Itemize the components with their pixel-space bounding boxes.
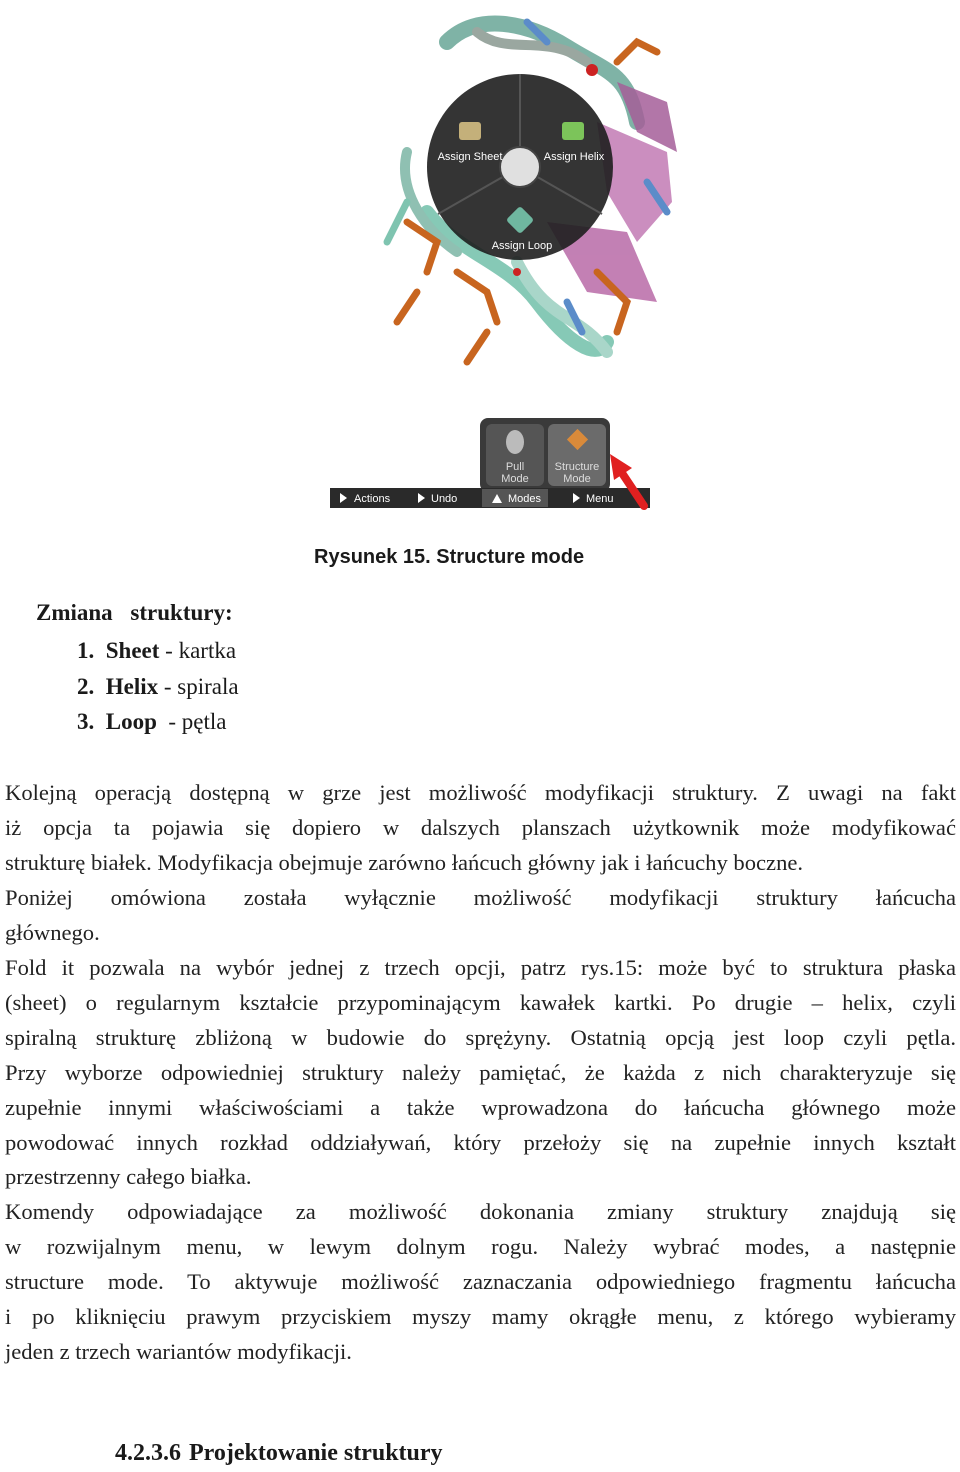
list-item-term: Loop	[105, 709, 157, 734]
text-line: (sheet) o regularnym kształcie przypominającym kawałek kartki. Po drugie – helix, czyli	[5, 989, 956, 1015]
list-item	[77, 707, 239, 743]
text-line: zupełnie innymi właściwościami a także wprowadzona do łańcucha głównego może	[5, 1094, 956, 1120]
text-line: spiralną strukturę zbliżoną w budowie do sprężyny. Ostatnią opcją jest loop czyli pętla.	[5, 1024, 956, 1050]
section-title: Projektowanie struktury	[189, 1440, 443, 1466]
text-line: i po kliknięciu prawym przyciskiem myszy mamy okrągłe menu, z którego wybieramy	[5, 1303, 956, 1329]
text-line: iż opcja ta pojawia się dopiero w dalszych planszach użytkownik może modyfikować	[5, 814, 956, 840]
text-line: w rozwijalnym menu, w lewym dolnym rogu. Należy wybrać modes, a następnie	[5, 1233, 956, 1259]
list-item-num: 3.	[77, 709, 95, 734]
toolbar-modes[interactable]	[482, 489, 548, 507]
paragraph-commands	[5, 1195, 956, 1370]
list-item-desc: - pętla	[156, 709, 227, 734]
modes-menu-figure	[330, 388, 650, 510]
list-item-desc: - kartka	[159, 638, 237, 663]
sheet-icon	[459, 122, 481, 140]
text-line: strukturę białek. Modyfikacja obejmuje zarówno łańcuch główny jak i łańcuchy boczne.	[5, 849, 804, 875]
list-item-desc: - spirala	[158, 673, 239, 699]
list-item	[77, 672, 239, 708]
list-item-num: 2.	[77, 673, 95, 699]
structure-list	[77, 636, 239, 743]
toolbar-label: Actions	[354, 493, 391, 505]
text-line: powodować innych rozkład oddziaływań, który przełoży się na zupełnie innych kształt	[5, 1129, 956, 1155]
text-line: Fold it pozwala na wybór jednej z trzech opcji, patrz rys.15: może być to struktura płaska	[5, 955, 956, 980]
text-line: Kolejną operacją dostępną w grze jest możliwość modyfikacji struktury. Z uwagi na fakt	[5, 780, 956, 805]
radial-option-label: Assign Loop	[491, 240, 553, 252]
list-item-term: Helix	[105, 673, 159, 699]
structure-mode-button[interactable]	[548, 424, 606, 486]
text-line: structure mode. To aktywuje możliwość zaznaczania odpowiedniego fragmentu łańcucha	[5, 1268, 956, 1294]
protein-structure-figure	[367, 2, 691, 388]
list-item-term: Sheet	[105, 638, 160, 663]
accent-red-atom	[586, 64, 598, 76]
helix-icon	[562, 122, 584, 140]
toolbar-label: Modes	[508, 493, 542, 505]
text-line: przestrzenny całego białka.	[5, 1164, 252, 1190]
toolbar-label: Menu	[586, 493, 614, 505]
text-line: jeden z trzech wariantów modyfikacji.	[5, 1338, 352, 1364]
radial-menu[interactable]	[427, 74, 613, 260]
text-line: Poniżej omówiona została wyłącznie możliwość modyfikacji struktury łańcucha	[5, 884, 956, 910]
list-item	[77, 636, 239, 672]
mode-label-line2: Mode	[501, 473, 529, 485]
radial-option-label: Assign Helix	[543, 151, 605, 163]
radial-option-label: Assign Sheet	[437, 151, 503, 163]
pull-mode-button[interactable]	[486, 424, 544, 486]
mode-label-line2: Mode	[563, 473, 591, 485]
mode-label-line1: Structure	[554, 461, 600, 473]
section-heading	[115, 1440, 451, 1467]
mode-label-line1: Pull	[505, 461, 525, 473]
mouse-icon	[506, 430, 524, 454]
figure-caption: Rysunek 15. Structure mode	[314, 546, 585, 568]
text-line: Przy wyborze odpowiedniej struktury należy pamiętać, że każda z nich charakteryzuje się	[5, 1059, 956, 1085]
text-line: głównego.	[5, 919, 100, 945]
toolbar-label: Undo	[431, 493, 458, 505]
paragraph-structure-modification	[5, 776, 956, 951]
paragraph-structure-options	[5, 951, 956, 1195]
list-heading: Zmiana struktury:	[36, 600, 233, 625]
section-number: 4.2.3.6	[115, 1440, 181, 1466]
list-item-num: 1.	[77, 638, 95, 663]
text-line: Komendy odpowiadające za możliwość dokonania zmiany struktury znajdują się	[5, 1199, 956, 1224]
